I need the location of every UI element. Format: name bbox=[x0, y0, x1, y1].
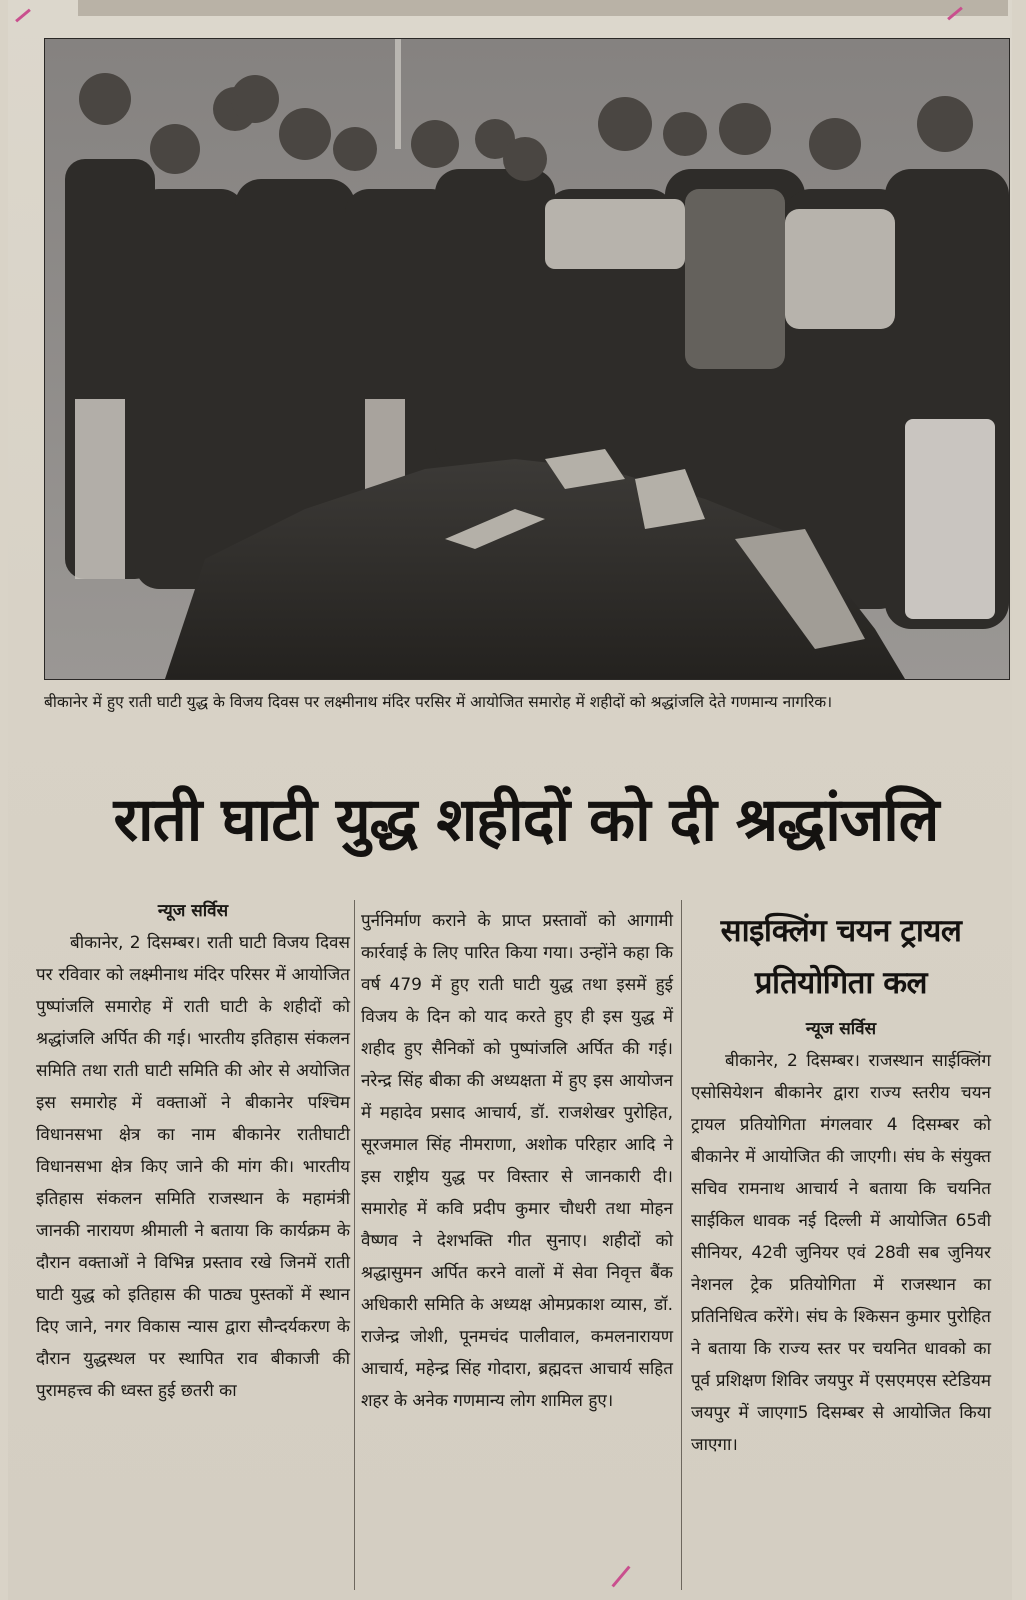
pen-mark bbox=[611, 1566, 630, 1588]
top-margin-strip bbox=[78, 0, 1008, 16]
photo-illustration bbox=[45, 39, 1009, 679]
main-story-column-2 bbox=[361, 905, 673, 1417]
main-story-column-1 bbox=[36, 895, 350, 1407]
news-photograph bbox=[44, 38, 1010, 680]
side-story-byline: न्यूज सर्विस bbox=[805, 1019, 877, 1039]
photo-caption: बीकानेर में हुए राती घाटी युद्ध के विजय दिवस पर लक्ष्मीनाथ मंदिर परसिर में आयोजित समारोह में शहीदों को श्रद्धांजलि देते गणमान्य नागरिक। bbox=[44, 693, 833, 711]
column-divider bbox=[681, 900, 682, 1590]
main-story-body-1: बीकानेर, 2 दिसम्बर। राती घाटी विजय दिवस पर रविवार को लक्ष्मीनाथ मंदिर परिसर में आयोजित पुष्पांजलि समारोह में राती घाटी के शहीदों को श्रद्धांजलि अर्पित की गई। भारतीय इतिहास संकलन समिति तथा राती घाटी समिति की ओर से अयोजित इस समारोह में वक्ताओं ने बीकानेर पश्चिम विधानसभा क्षेत्र का नाम बीकानेर रातीघाटी विधानसभा क्षेत्र किए जाने की मांग की। भारतीय इतिहास संकलन समिति राजस्थान के महामंत्री जानकी नारायण श्रीमाली ने बताया कि कार्यक्रम के दौरान वक्ताओं ने विभिन्न प्रस्ताव रखे जिनमें राती घाटी युद्ध को इतिहास की पाठ्य पुस्तकों में स्थान दिए जाने, नगर विकास न्यास द्वारा सौन्दर्यकरण के दौरान युद्धस्थल पर स्थापित राव बीकाजी की पुरामहत्त्व की ध्वस्त हुई छतरी का bbox=[36, 933, 350, 1401]
side-story bbox=[691, 905, 991, 1461]
pen-mark bbox=[15, 9, 31, 23]
main-headline: राती घाटी युद्ध शहीदों को दी श्रद्धांजलि bbox=[113, 785, 939, 855]
column-divider bbox=[354, 900, 355, 1590]
newspaper-page bbox=[8, 0, 1012, 1600]
side-story-body: बीकानेर, 2 दिसम्बर। राजस्थान साईक्लिंग एसोसियेशन बीकानेर द्वारा राज्य स्तरीय चयन ट्रायल प्रतियोगिता मंगलवार 4 दिसम्बर को बीकानेर में आयोजित की जाएगी। संघ के संयुक्त सचिव रामनाथ आचार्य ने बताया कि चयनित साईकिल धावक नई दिल्ली में आयोजित 65वी सीनियर, 42वी जुनियर एवं 28वी सब जुनियर नेशनल ट्रेक प्रतियोगिता में राजस्थान का प्रतिनिधित्व करेंगे। संघ के श्किसन कुमार पुरोहित ने बताया कि राज्य स्तर पर चयनित धावको का पूर्व प्रशिक्षण शिविर जयपुर में एसएमएस स्टेडियम जयपुर में जाएगा5 दिसम्बर से आयोजित किया जाएगा। bbox=[691, 1051, 991, 1455]
side-story-headline: साइक्लिंग चयन ट्रायल प्रतियोगिता कल bbox=[720, 913, 962, 1001]
main-story-body-2: पुर्ननिर्माण कराने के प्राप्त प्रस्तावों को आगामी कार्रवाई के लिए पारित किया गया। उन्होंने कहा कि वर्ष 479 में हुए राती घाटी युद्ध तथा इसमें हुई विजय के दिन को याद करते हुए ही इस युद्ध में शहीद हुए सैनिकों को पुष्पांजलि अर्पित की गई। नरेन्द्र सिंह बीका की अध्यक्षता में हुए इस आयोजन में महादेव प्रसाद आचार्य, डॉ. राजशेखर पुरोहित, सूरजमाल सिंह नीमराणा, अशोक परिहार आदि ने इस राष्ट्रीय युद्ध पर विस्तार से जानकारी दी। समारोह में कवि प्रदीप कुमार चौधरी तथा मोहन वैष्णव ने देशभक्ति गीत सुनाए। शहीदों को श्रद्धासुमन अर्पित करने वालों में सेवा निवृत्त बैंक अधिकारी समिति के अध्यक्ष ओमप्रकाश व्यास, डॉ. राजेन्द्र जोशी, पूनमचंद पालीवाल, कमलनारायण आचार्य, महेन्द्र सिंह गोदारा, ब्रह्मदत्त आचार्य सहित शहर के अनेक गणमान्य लोग शामिल हुए। bbox=[361, 911, 673, 1411]
main-story-text-part-1 bbox=[36, 927, 350, 1407]
main-story-byline: न्यूज सर्विस bbox=[157, 901, 229, 921]
side-story-text bbox=[691, 1045, 991, 1461]
